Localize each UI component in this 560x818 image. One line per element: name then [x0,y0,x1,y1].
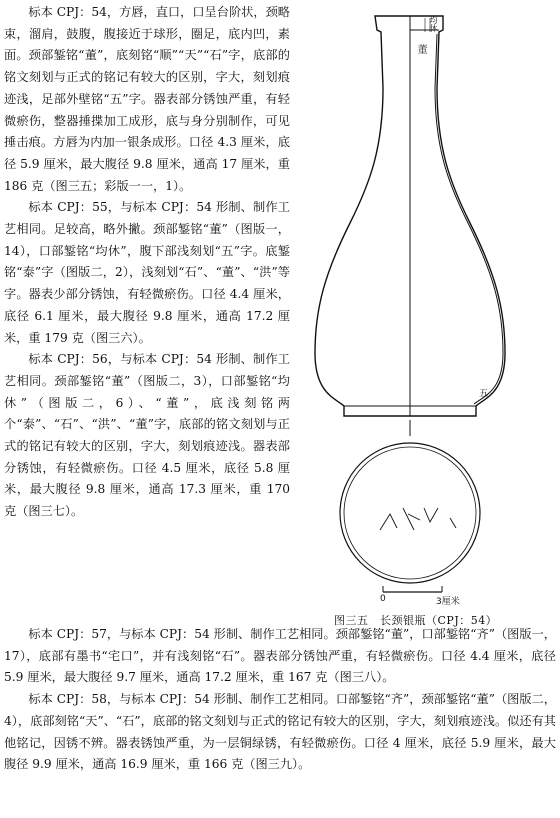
scale-zero-label: 0 [380,594,386,604]
left-text-column [4,2,290,523]
paragraph-cpj58: 标本 CPJ：58，与标本 CPJ：54 形制、制作工艺相同。口部錾铭“齐”，颈部錾铭“董”（图版二，4），底部刻铭“天”、“石”，底部的铭文刻划与正式的铭记有较大的区别，字大，刻划痕迹浅。似还有其他铭记，因锈不辨。器表锈蚀严重，为一层铜绿锈，有轻微瘀伤。口径 4 厘米，底径 5.9 厘米，最大腹径 9.9 厘米，通高 16.9 厘米，重 166 克（图三九）。 [4,692,556,772]
rim-inscription-label: 均休 [429,16,438,32]
scale-bar [383,586,442,592]
paragraph-cpj55: 标本 CPJ：55，与标本 CPJ：54 形制、制作工艺相同。足较高，略外撇。颈部錾铭“董”（图版一，14），口部錾铭“均休”，腹下部浅刻划“五”字。底錾铭“泰”字（图版二，2），浅刻划“石”、“董”、“洪”等字。器表少部分锈蚀，有轻微瘀伤。口径 4.4 厘米，底径 6.1 厘米，最大腹径 9.8 厘米，通高 17.2 厘米，重 179 克（图三六）。 [4,200,290,345]
base-inscription-sketch [380,508,456,530]
scale-end-label: 3厘米 [436,597,460,607]
full-width-text [4,624,556,776]
figure-caption: 图三五 长颈银瓶（CPJ：54） [334,614,498,627]
vase-base-circle-inner [344,447,476,579]
paragraph-cpj57: 标本 CPJ：57，与标本 CPJ：54 形制、制作工艺相同。颈部錾铭“董”，口部錾铭“齐”（图版一，17），底部有墨书“宅口”，并有浅刻铭“石”。器表部分锈蚀严重，有轻微瘀伤。口径 4.4 厘米，底径 5.9 厘米，最大腹径 9.7 厘米，通高 17.2 厘米，重 167 克（图三八）。 [4,627,556,685]
vase-drawing [300,8,558,634]
foot-inscription-label: 五 [479,389,489,399]
vase-base-circle-outer [340,443,480,583]
neck-inscription-label: 董 [415,44,426,54]
paragraph-cpj56: 标本 CPJ：56，与标本 CPJ：54 形制、制作工艺相同。颈部錾铭“董”（图版二，3），口部錾铭“均休”（图版二，6）、“董”，底浅刻铭两个“泰”、“石”、“洪”、“董”字，底部的铭文刻划与正式的铭记有较大的区别，字大，刻划痕迹浅。器表部分锈蚀，有轻微瘀伤。口径 4.5 厘米，底径 5.8 厘米，最大腹径 9.8 厘米，通高 17.3 厘米，重 170 克（图三七）。 [4,352,290,519]
paragraph-cpj54: 标本 CPJ：54，方唇，直口，口呈台阶状，颈略束，溜肩，鼓腹，腹接近于球形，圈足，底内凹，素面。颈部錾铭“董”，底刻铭“顺”“天”“石”字，底部的铭文刻划与正式的铭记有较大的区别，字大，刻划痕迹浅，足部外壁铭“五”字。器表部分锈蚀严重，有轻微瘀伤，整器捶揲加工成形，底与身分别制作，可见捶击痕。方唇为内加一银条成形。口径 4.3 厘米，底径 5.9 厘米，最大腹径 9.8 厘米，通高 17 厘米，重 186 克（图三五；彩版一一，1）。 [4,5,290,193]
vase-figure [300,8,558,634]
